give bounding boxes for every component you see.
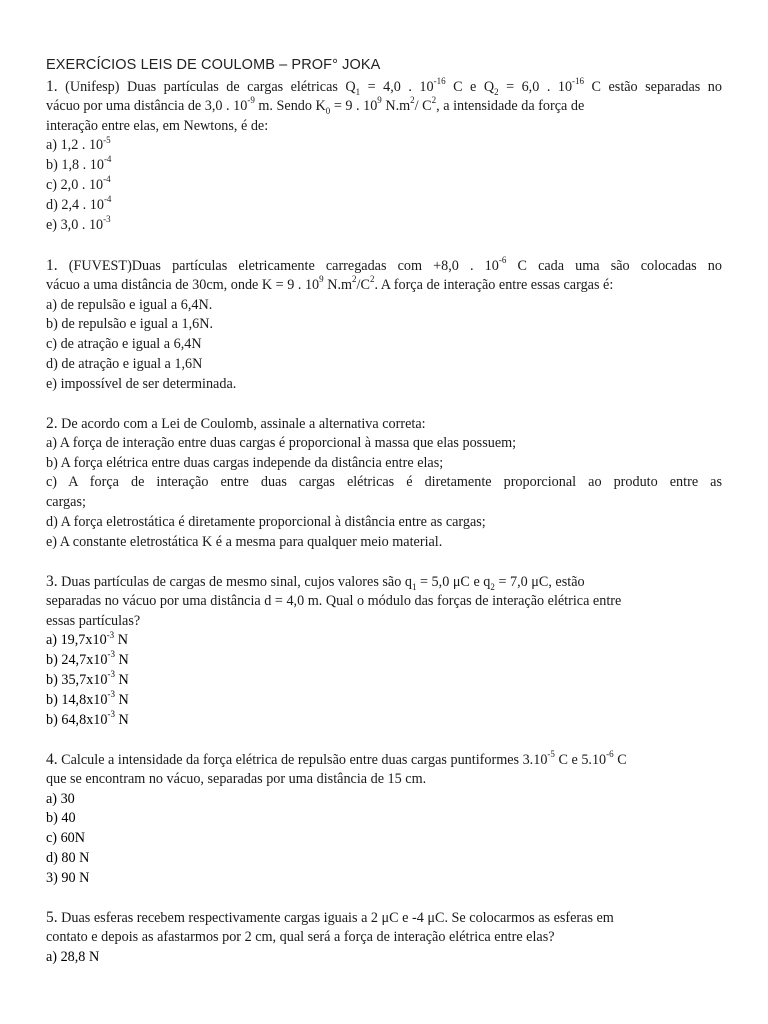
question-3-line-2: separadas no vácuo por uma distância d = 4,0 m. Qual o módulo das forças de interação elétrica entre bbox=[46, 592, 622, 609]
option-d: d) 2,4 . $10^{-4}$ bbox=[46, 194, 112, 213]
question-4-line-1: 4. Calcule a intensidade da força elétrica de repulsão entre duas cargas puntiformes $3.10^{-5}$ C e $5.10^{-6}$ C bbox=[46, 749, 627, 768]
question-1-line-2: vácuo por uma distância de 3,0 . $10^{-9}$ m. Sendo $K_0 = 9$ . $10^9$ $N.m^2/$ $C^2$, a intensidade da força de bbox=[46, 95, 585, 116]
question-3-line-1: 3. Duas partículas de cargas de mesmo sinal, cujos valores são $q_1 = 5,0$ μC e $q_2 = 7,0$ μC, estão bbox=[46, 573, 585, 592]
option-a: a) A força de interação entre duas cargas é proporcional à massa que elas possuem; bbox=[46, 434, 517, 451]
question-3 bbox=[46, 572, 722, 730]
option-a: a) $19,7x10^{-3}$ N bbox=[46, 629, 128, 649]
option-e: b) $64,8x10^{-3}$ N bbox=[46, 708, 129, 728]
option-d: d) 80 N bbox=[46, 849, 90, 866]
option-e: e) A constante eletrostática K é a mesma para qualquer meio material. bbox=[46, 533, 443, 550]
question-3-line-3: essas partículas? bbox=[46, 612, 141, 629]
option-e: e) impossível de ser determinada. bbox=[46, 375, 237, 392]
option-c: c) 2,0 . $10^{-4}$ bbox=[46, 174, 111, 193]
question-1 bbox=[46, 77, 722, 235]
question-fuvest-line-2: vácuo a uma distância de 30cm, onde K = 9 . $10^9$ $N.m^2/C^2$. A força de interação entre essas cargas é: bbox=[46, 274, 614, 293]
question-2-line-1: 2. De acordo com a Lei de Coulomb, assinale a alternativa correta: bbox=[46, 415, 426, 432]
option-c-continuation: cargas; bbox=[46, 494, 86, 511]
option-d: b) $14,8x10^{-3}$ N bbox=[46, 689, 129, 708]
question-5-line-2: contato e depois as afastarmos por 2 cm, qual será a força de interação elétrica entre elas? bbox=[46, 928, 555, 945]
option-a: a) de repulsão e igual a 6,4N. bbox=[46, 296, 213, 313]
option-c: c) de atração e igual a 6,4N bbox=[46, 336, 202, 353]
question-5 bbox=[46, 908, 722, 967]
option-a: a) 1,2 . $10^{-5}$ bbox=[46, 134, 111, 154]
question-4-line-2: que se encontram no vácuo, separadas por uma distância de 15 cm. bbox=[46, 770, 427, 787]
option-b: b) $24,7x10^{-3}$ N bbox=[46, 649, 129, 669]
question-4 bbox=[46, 750, 722, 889]
question-fuvest bbox=[46, 256, 722, 395]
option-c: c) A força de interação entre duas cargas elétricas é diretamente proporcional ao produto entre as bbox=[46, 474, 722, 491]
option-b: b) de repulsão e igual a 1,6N. bbox=[46, 316, 214, 333]
option-a: a) 28,8 N bbox=[46, 948, 100, 965]
option-b: b) 1,8 . $10^{-4}$ bbox=[46, 154, 112, 174]
option-d: d) A força eletrostática é diretamente proporcional à distância entre as cargas; bbox=[46, 513, 486, 530]
option-d: d) de atração e igual a 1,6N bbox=[46, 355, 203, 372]
option-b: b) 40 bbox=[46, 810, 76, 827]
option-c: c) 60N bbox=[46, 830, 86, 847]
question-2 bbox=[46, 414, 722, 553]
question-fuvest-line-1: 1. (FUVEST)Duas partículas eletricamente carregadas com +8,0 . $10^{-6}$ C cada uma são colocadas no bbox=[46, 255, 722, 274]
question-1-line-1: 1. (Unifesp) Duas partículas de cargas elétricas $Q_1 = 4,0$ . $10^{-16}$ C e $Q_2 = 6,0$ . $10^{-16}$ C estão separadas no bbox=[46, 76, 722, 97]
option-e: e) 3,0 . $10^{-3}$ bbox=[46, 213, 111, 233]
option-b: b) A força elétrica entre duas cargas independe da distância entre elas; bbox=[46, 454, 444, 471]
option-c: b) $35,7x10^{-3}$ N bbox=[46, 669, 129, 688]
option-a: a) 30 bbox=[46, 790, 75, 807]
option-e: 3) 90 N bbox=[46, 869, 90, 886]
question-1-line-3: interação entre elas, em Newtons, é de: bbox=[46, 117, 269, 134]
document-title: EXERCÍCIOS LEIS DE COULOMB – PROF° JOKA bbox=[46, 57, 381, 73]
question-5-line-1: 5. Duas esferas recebem respectivamente cargas iguais a 2 μC e -4 μC. Se colocarmos as esferas em bbox=[46, 909, 614, 926]
